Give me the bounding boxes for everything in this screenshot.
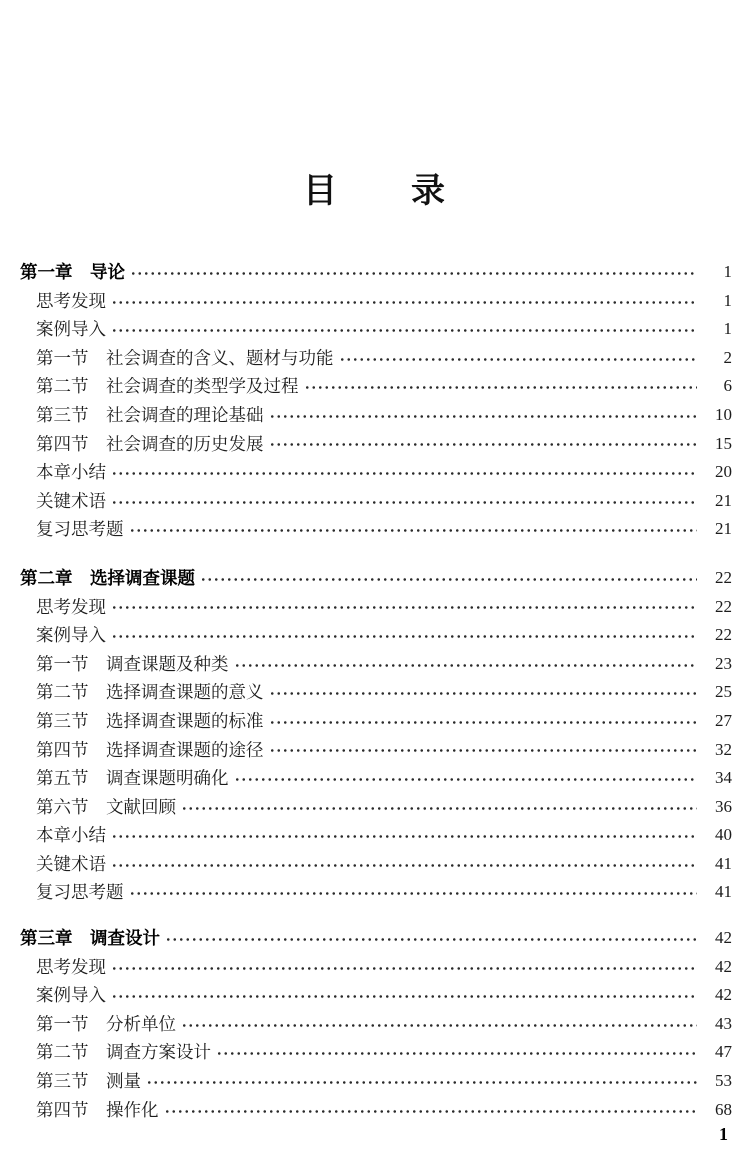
- toc-entry: [20, 707, 732, 736]
- dot-leader: [234, 770, 698, 788]
- entry-label: 第五节 调查课题明确化: [36, 768, 229, 789]
- page-number: 42: [715, 956, 732, 976]
- toc-entry: [20, 821, 732, 850]
- toc-entry: [20, 981, 732, 1010]
- dot-leader: [111, 598, 697, 616]
- toc-entry: [20, 593, 732, 622]
- dot-leader: [111, 321, 697, 339]
- dot-leader: [304, 378, 698, 396]
- toc-entry: [20, 515, 732, 544]
- dot-leader: [111, 987, 697, 1005]
- toc-entry: [20, 850, 732, 879]
- page-number: 10: [715, 404, 732, 424]
- toc-entry-chapter-3: [20, 924, 732, 953]
- entry-label: 第二节 社会调查的类型学及过程: [36, 376, 299, 397]
- entry-label: 第三节 选择调查课题的标准: [36, 710, 264, 731]
- toc-chapter-3: [20, 924, 732, 1124]
- toc-entry: [20, 793, 732, 822]
- dot-leader: [181, 1015, 697, 1033]
- page-number: 53: [715, 1071, 732, 1091]
- entry-label: 本章小结: [36, 825, 106, 846]
- toc-entry: [20, 621, 732, 650]
- dot-leader: [181, 798, 697, 816]
- entry-label: 第四节 选择调查课题的途径: [36, 739, 264, 760]
- page-number: 34: [715, 768, 732, 788]
- entry-label: 第四节 社会调查的历史发展: [36, 433, 264, 454]
- entry-label: 第二节 选择调查课题的意义: [36, 682, 264, 703]
- page-number: 1: [723, 290, 732, 310]
- dot-leader: [111, 492, 697, 510]
- page-number: 22: [715, 596, 732, 616]
- page-number: 22: [715, 567, 732, 587]
- dot-leader: [111, 958, 697, 976]
- dot-leader: [269, 435, 698, 453]
- entry-label: 思考发现: [36, 596, 106, 617]
- dot-leader: [234, 655, 698, 673]
- toc-entry-chapter-2: [20, 564, 732, 593]
- dot-leader: [129, 884, 698, 902]
- dot-leader: [129, 521, 698, 539]
- page-number: 68: [715, 1099, 732, 1119]
- entry-label: 思考发现: [36, 290, 106, 311]
- entry-label: 第二节 调查方案设计: [36, 1042, 211, 1063]
- toc-entry: [20, 878, 732, 907]
- dot-leader: [269, 741, 698, 759]
- page-number: 43: [715, 1013, 732, 1033]
- page-number: 20: [715, 462, 732, 482]
- page-number: 25: [715, 682, 732, 702]
- page-number: 41: [715, 853, 732, 873]
- toc-entry: [20, 315, 732, 344]
- page-number: 32: [715, 739, 732, 759]
- toc-entry: [20, 487, 732, 516]
- entry-label: 关键术语: [36, 853, 106, 874]
- page-number: 1: [723, 262, 732, 281]
- dot-leader: [130, 264, 697, 282]
- toc-chapter-2: [20, 564, 732, 907]
- page-number: 36: [715, 796, 732, 816]
- toc-entry: [20, 736, 732, 765]
- entry-label: 案例导入: [36, 985, 106, 1006]
- toc-list: [20, 258, 732, 1124]
- entry-label: 第四节 操作化: [36, 1099, 159, 1120]
- page-number: 47: [715, 1042, 732, 1062]
- entry-label: 第一节 分析单位: [36, 1013, 176, 1034]
- toc-entry: [20, 1067, 732, 1096]
- entry-label: 第三节 社会调查的理论基础: [36, 404, 264, 425]
- toc-entry: [20, 1096, 732, 1125]
- dot-leader: [216, 1044, 697, 1062]
- dot-leader: [269, 712, 698, 730]
- entry-label: 思考发现: [36, 956, 106, 977]
- toc-entry: [20, 1038, 732, 1067]
- dot-leader: [200, 569, 697, 587]
- entry-label: 关键术语: [36, 490, 106, 511]
- dot-leader: [111, 292, 697, 310]
- page-number: 15: [715, 433, 732, 453]
- dot-leader: [164, 1101, 698, 1119]
- dot-leader: [165, 930, 697, 948]
- toc-entry-chapter-1: [20, 258, 732, 287]
- page-title: 目 录: [303, 173, 447, 210]
- toc-entry: [20, 1010, 732, 1039]
- toc-entry: [20, 287, 732, 316]
- toc-entry: [20, 458, 732, 487]
- page-number: 40: [715, 825, 732, 845]
- entry-label: 第六节 文献回顾: [36, 796, 176, 817]
- toc-chapter-1: [20, 258, 732, 544]
- entry-label: 本章小结: [36, 462, 106, 483]
- page-number: 1: [723, 319, 732, 339]
- dot-leader: [269, 684, 698, 702]
- entry-label: 复习思考题: [36, 882, 124, 903]
- entry-label: 第一节 社会调查的含义、题材与功能: [36, 347, 334, 368]
- entry-label: 案例导入: [36, 319, 106, 340]
- toc-entry: [20, 678, 732, 707]
- page-number: 21: [715, 519, 732, 539]
- chapter-title: 第二章 选择调查课题: [20, 567, 195, 588]
- entry-label: 复习思考题: [36, 519, 124, 540]
- page-number: 6: [723, 376, 732, 396]
- page-number: 21: [715, 490, 732, 510]
- chapter-title: 第一章 导论: [20, 262, 125, 282]
- dot-leader: [111, 464, 697, 482]
- dot-leader: [111, 855, 697, 873]
- dot-leader: [111, 827, 697, 845]
- page-number: 41: [715, 882, 732, 902]
- dot-leader: [111, 627, 697, 645]
- footer-page-number: 1: [719, 1124, 728, 1144]
- chapter-title: 第三章 调查设计: [20, 928, 160, 949]
- toc-entry: [20, 764, 732, 793]
- page-number: 42: [715, 928, 732, 948]
- toc-entry: [20, 401, 732, 430]
- page-number: 2: [723, 347, 732, 367]
- page-number: 23: [715, 653, 732, 673]
- entry-label: 第三节 测量: [36, 1071, 141, 1092]
- entry-label: 第一节 调查课题及种类: [36, 653, 229, 674]
- page-number: 22: [715, 625, 732, 645]
- dot-leader: [339, 349, 698, 367]
- page-number: 27: [715, 710, 732, 730]
- page-number: 42: [715, 985, 732, 1005]
- dot-leader: [146, 1073, 697, 1091]
- toc-entry: [20, 344, 732, 373]
- entry-label: 案例导入: [36, 625, 106, 646]
- dot-leader: [269, 407, 698, 425]
- toc-entry: [20, 430, 732, 459]
- toc-entry: [20, 953, 732, 982]
- toc-entry: [20, 650, 732, 679]
- toc-entry: [20, 372, 732, 401]
